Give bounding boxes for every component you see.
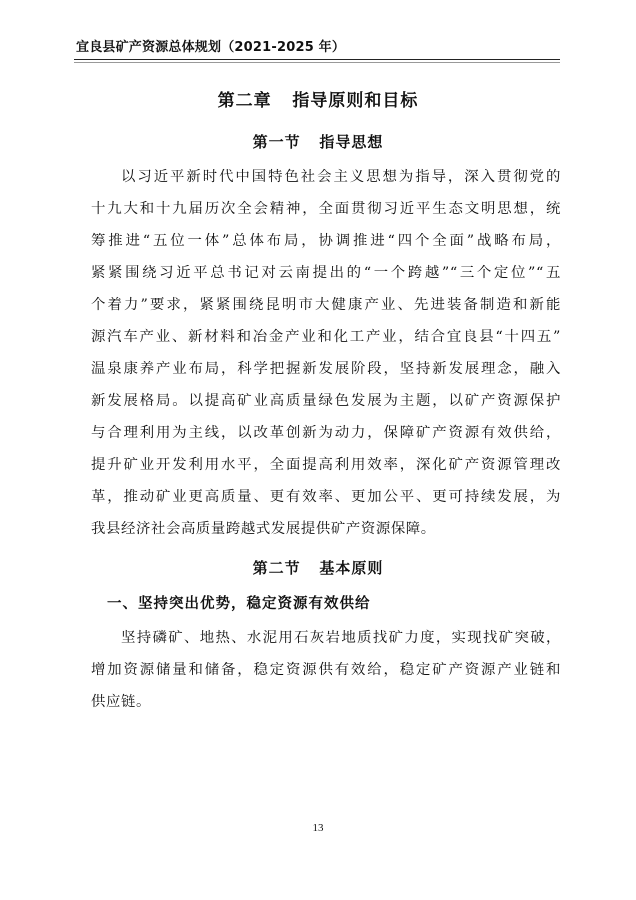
header-rule-thin <box>74 62 560 63</box>
section-title-guiding-ideology: 第一节 指导思想 <box>252 133 384 151</box>
principle-subheading: 一、坚持突出优势，稳定资源有效供给 <box>107 596 371 612</box>
page-number: 13 <box>312 822 324 834</box>
paragraph-line: 十九大和十九届历次全会精神，全面贯彻习近平生态文明思想，统 <box>91 201 561 217</box>
section-title-basic-principles: 第二节 基本原则 <box>252 559 384 577</box>
paragraph-line: 筹推进“五位一体”总体布局，协调推进“四个全面”战略布局， <box>91 233 561 249</box>
paragraph-line: 与合理利用为主线，以改革创新为动力，保障矿产资源有效供给， <box>91 425 561 441</box>
paragraph-line: 坚持磷矿、地热、水泥用石灰岩地质找矿力度，实现找矿突破， <box>121 630 561 646</box>
paragraph-line: 个着力”要求，紧紧围绕昆明市大健康产业、先进装备制造和新能 <box>91 297 561 313</box>
paragraph-line: 我县经济社会高质量跨越式发展提供矿产资源保障。 <box>91 521 436 537</box>
paragraph-line: 源汽车产业、新材料和冶金产业和化工产业，结合宜良县“十四五” <box>91 329 561 345</box>
paragraph-line: 以习近平新时代中国特色社会主义思想为指导，深入贯彻党的 <box>121 169 561 185</box>
paragraph-line: 提升矿业开发利用水平，全面提高利用效率，深化矿产资源管理改 <box>91 457 561 473</box>
page-header-title: 宜良县矿产资源总体规划（2021-2025 年） <box>76 40 346 55</box>
header-rule <box>74 59 560 60</box>
paragraph-line: 新发展格局。以提高矿业高质量绿色发展为主题，以矿产资源保护 <box>91 393 561 409</box>
paragraph-line: 紧紧围绕习近平总书记对云南提出的“一个跨越”“三个定位”“五 <box>91 265 561 281</box>
paragraph-line: 增加资源储量和储备，稳定资源供有效给，稳定矿产资源产业链和 <box>91 662 561 678</box>
paragraph-line: 革，推动矿业更高质量、更有效率、更加公平、更可持续发展，为 <box>91 489 561 505</box>
paragraph-line: 温泉康养产业布局，科学把握新发展阶段，坚持新发展理念，融入 <box>91 361 561 377</box>
chapter-title: 第二章 指导原则和目标 <box>217 91 419 111</box>
paragraph-line: 供应链。 <box>91 694 151 710</box>
